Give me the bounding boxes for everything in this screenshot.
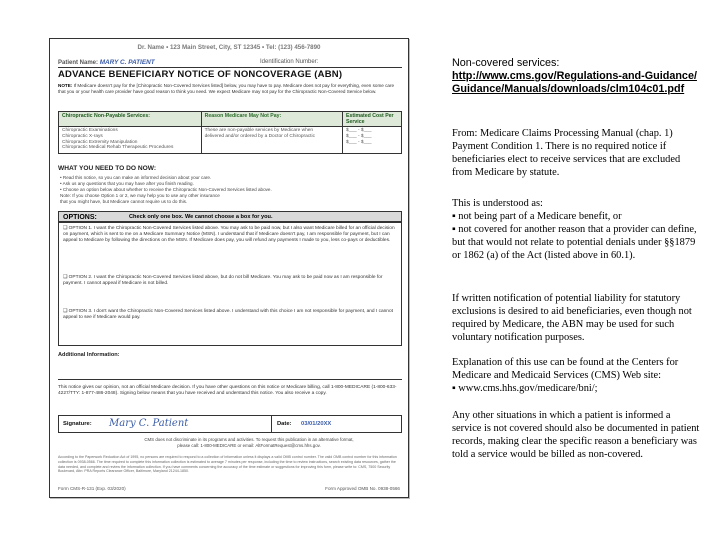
paragraph-explanation (452, 356, 702, 395)
explanation-link: ▪ www.cms.hhs.gov/medicare/bni/; (452, 383, 598, 394)
understood-intro: This is understood as: (452, 198, 543, 209)
options-bar (58, 211, 402, 222)
paperwork-reduction-text: According to the Paperwork Reduction Act of 1995, no persons are required to respond to a collection of information unless it displays a valid OMB control number. The valid OMB control number for this information collection is 0938-0566. The time required to complete this information collection is estimated to average 7 minutes per response, including the time to review instructions, search existing data resources, gather the data needed, and complete and review the information collection. If you have comments concerning the accuracy of the time estimate or suggestions for improving this form, please write to: CMS, 7500 Security Boulevard, Attn: PRA Reports Clearance Officer, Baltimore, Maryland 21244-1850. (58, 455, 397, 474)
cms-nondiscrimination-text: CMS does not discriminate in its programs and activities. To request this publication in an alternative format, please call: 1-800-MEDICARE or email: AltFormatRequest@cms.hhs.gov. (144, 437, 354, 448)
option-2: ❑ OPTION 2. I want the Chiropractic Non-Covered Services listed above, but do not bill Medicare. You may ask to be paid now as I am responsible for payment. I cannot appeal if Medicare is not billed. (63, 275, 383, 287)
understood-item: ▪ not covered for another reason that a provider can define, but that would not relate to potential denials under §§1879 or 1862 (a) of the Act (listed above in 60.1). (452, 224, 697, 261)
divider (271, 416, 272, 432)
understood-item: ▪ not being part of a Medicare benefit, or (452, 211, 622, 222)
services-table (58, 111, 402, 154)
paragraph-payment-condition: From: Medicare Claims Processing Manual (chap. 1) Payment Condition 1. There is no required notice if beneficiaries elect to receive services that are excluded from Medicare by statute. (452, 128, 681, 178)
signature-label: Signature: (63, 421, 92, 427)
signature-value: Mary C. Patient (109, 418, 189, 429)
table-header: Chiropractic Non-Payable Services: (59, 112, 202, 127)
what-you-need-title: WHAT YOU NEED TO DO NOW: (58, 165, 157, 172)
identification-label: Identification Number: (260, 59, 319, 65)
paragraph-understood-as (452, 197, 702, 262)
signature-row (58, 415, 402, 433)
table-header: Reason Medicare May Not Pay: (201, 112, 342, 127)
form-title: ADVANCE BENEFICIARY NOTICE OF NONCOVERAGE (ABN) (58, 69, 343, 80)
what-you-need-list: • Read this notice, so you can make an informed decision about your care. • Ask us any questions that you may have after you finish reading. • Choose an option below about whether to receive the Chiropractic Non-Covered Services listed above. Note: If you choose Option 1 or 2, we may help you to use any other insurance that you might have, but Medicare cannot require us to do this. (60, 175, 272, 204)
table-cell-cost: $___ - $___ $___ - $___ $___ - $___ (343, 127, 402, 154)
table-cell-reason: These are non-payable services by Medicare when delivered and/or ordered by a Doctor of Chiropractic (201, 127, 342, 154)
cms-manual-link[interactable]: http://www.cms.gov/Regulations-and-Guidance/Guidance/Manuals/downloads/clm104c01.pdf (452, 70, 697, 95)
divider (58, 67, 402, 68)
form-header: Dr. Name • 123 Main Street, City, ST 12345 • Tel: (123) 456-7890 (137, 44, 321, 51)
option-1: ❑ OPTION 1. I want the Chiropractic Non-Covered Services listed above. You may ask to be paid now, but I also want Medicare billed for an official decision on payment, which is sent to me on a Medicare Summary Notice (MSN). I understand that if Medicare doesn't pay, I am responsible for payment, but I can appeal to Medicare by following the directions on the MSN. If Medicare does pay, you will refund any payments I made to you, less co-pays or deductibles. (63, 226, 395, 244)
footer-right: Form Approved OMB No. 0938-0566 (325, 486, 400, 491)
options-label: OPTIONS: (63, 213, 97, 221)
divider (58, 379, 402, 380)
notice-text: This notice gives our opinion, not an official Medicare decision. If you have other questions on this notice or Medicare billing, call 1-800-MEDICARE (1-800-633-4227/TTY: 1-877-486-2048). Signing below means that you have received and understand this notice. You also receive a copy. (58, 385, 397, 397)
form-note (58, 83, 400, 95)
option-3: ❑ OPTION 3. I don't want the Chiropractic Non-Covered Services listed above. I understand with this choice I am not responsible for payment, and I cannot appeal to see if Medicare would pay. (63, 309, 393, 321)
paragraph-other-situations: Any other situations in which a patient is informed a service is not covered should also be documented in patient records, making clear the specific reason a beneficiary was told a service would be billed as non-covered. (452, 410, 700, 460)
explanation-intro: Explanation of this use can be found at the Centers for Medicare and Medicaid Services (CMS) Web site: (452, 357, 679, 381)
options-subtitle: Check only one box. We cannot choose a box for you. (129, 214, 273, 220)
patient-name-label: Patient Name: (58, 60, 99, 66)
note-label: NOTE: (58, 83, 73, 88)
patient-name-value: MARY C. PATIENT (99, 59, 155, 66)
note-text: If Medicare doesn't pay for the [Chiropractic Non-Covered Services listed] below, you may have to pay. Medicare does not pay for everything, even some care that you or your health care provider have good reason to think you need. We expect Medicare may not pay for the Chiropractic Non-Covered Service below. (58, 83, 395, 94)
additional-info-label: Additional Information: (58, 352, 120, 358)
date-label: Date: (277, 421, 292, 427)
table-cell-services: Chiropractic Examinations Chiropractic X-rays Chiropractic Extremity Manipulation Chiropractic Medical Rehab Therapeutic Procedures (59, 127, 202, 154)
options-box (58, 222, 402, 346)
date-value: 03/01/20XX (301, 421, 332, 427)
noncovered-heading (452, 57, 702, 96)
footer-left: Form CMS-R-131 (Exp. 03/2020) (58, 486, 126, 491)
form-footer (58, 486, 400, 491)
table-header: Estimated Cost Per Service (343, 112, 402, 127)
paragraph-written-notification: If written notification of potential liability for statutory exclusions is desired to aid beneficiaries, even though not required by Medicare, the ABN may be used for such voluntary notification purposes. (452, 293, 692, 343)
heading-text: Non-covered services: (452, 57, 560, 69)
abn-form-image (49, 38, 409, 498)
